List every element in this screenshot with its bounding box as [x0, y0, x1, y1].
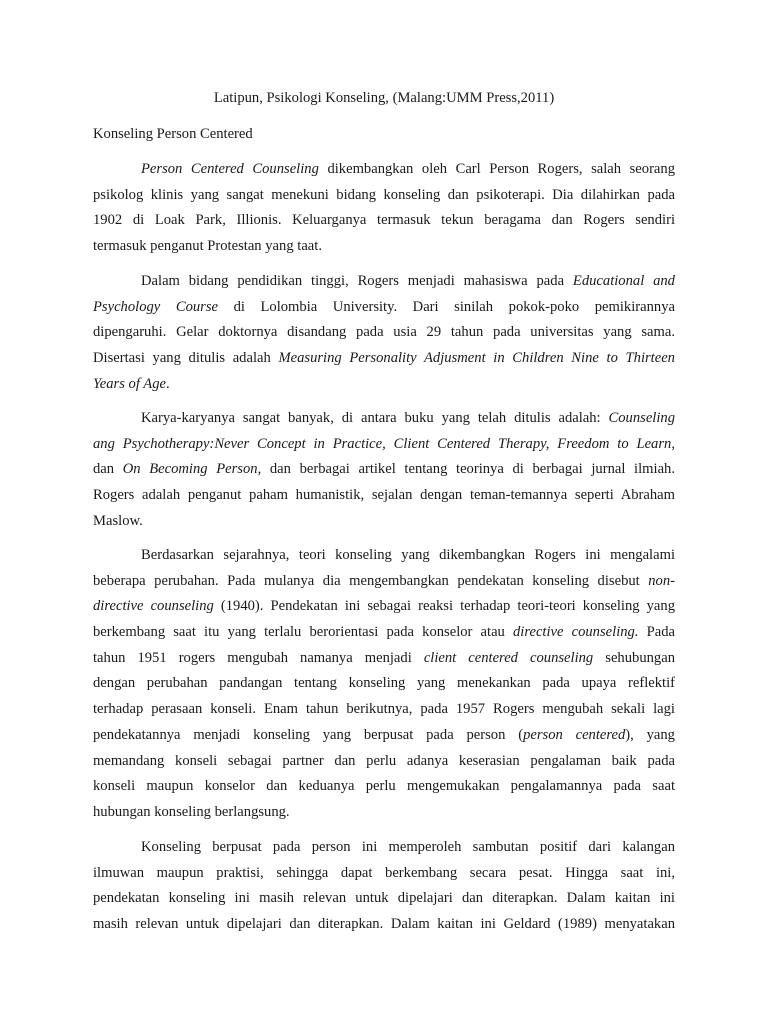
text-run: tahun 1951 rogers mengubah namanya menjadi — [93, 649, 424, 666]
paragraph-line — [93, 646, 675, 672]
paragraph-line — [93, 183, 675, 209]
paragraph-line — [93, 774, 675, 800]
paragraph-line — [93, 269, 675, 295]
text-run: , — [671, 435, 675, 452]
text-run: Disertasi yang ditulis adalah — [93, 350, 279, 367]
text-run: dipengaruhi. Gelar doktornya disandang pada usia 29 tahun pada universitas yang sama. — [93, 324, 675, 341]
paragraph-line — [93, 861, 675, 887]
text-run: beberapa perubahan. Pada mulanya dia mengembangkan pendekatan konseling disebut — [93, 572, 649, 589]
paragraph-line — [93, 671, 675, 697]
italic-text: On Becoming Person — [122, 461, 258, 478]
text-run: Berdasarkan sejarahnya, teori konseling yang dikembangkan Rogers ini mengalami — [141, 547, 675, 563]
italic-text: client centered counseling — [423, 649, 594, 666]
paragraph-line — [93, 234, 675, 260]
paragraph-line — [93, 886, 675, 912]
paragraph-line — [93, 346, 675, 372]
paragraph-line — [93, 912, 675, 938]
italic-text: Years of Age — [93, 375, 166, 392]
text-run: , dan berbagai artikel tentang teorinya di berbagai jurnal ilmiah. — [257, 461, 675, 478]
paragraph-line — [93, 432, 675, 458]
text-run: memandang konseli sebagai partner dan perlu adanya keserasian pengalaman baik pada — [93, 752, 675, 769]
paragraph-line — [93, 620, 675, 646]
text-run: masih relevan untuk dipelajari dan diterapkan. Dalam kaitan ini Geldard (1989) menyatakan — [93, 916, 675, 933]
paragraph-line — [93, 295, 675, 321]
italic-text: Counseling — [608, 410, 675, 426]
text-run: di Lolombia University. Dari sinilah pokok-poko pemikirannya — [218, 298, 675, 315]
text-run: terhadap perasaan konseli. Enam tahun berikutnya, pada 1957 Rogers mengubah sekali lagi — [93, 701, 675, 718]
paragraph-line — [93, 509, 675, 535]
citation-line: Latipun, Psikologi Konseling, (Malang:UMM Press,2011) — [213, 90, 555, 106]
text-run: (1940). Pendekatan ini sebagai reaksi terhadap teori-teori konseling yang — [213, 598, 675, 615]
italic-text: Educational and — [572, 273, 675, 289]
paragraph-line — [93, 749, 675, 775]
paragraph-line — [93, 697, 675, 723]
italic-text: person centered — [523, 726, 626, 743]
text-run: termasuk penganut Protestan yang taat. — [93, 238, 322, 255]
paragraph-line — [93, 457, 675, 483]
text-run: konseli maupun konselor dan keduanya perlu mengemukakan pengalamannya pada saat — [93, 778, 675, 795]
section-heading: Konseling Person Centered — [93, 126, 253, 142]
text-run: Konseling berpusat pada person ini memperoleh sambutan positif dari kalangan — [141, 839, 675, 855]
text-run: Rogers adalah penganut paham humanistik, sejalan dengan teman-temannya seperti Abraham — [93, 487, 675, 504]
italic-text: ang Psychotherapy:Never Concept in Practice, Client Centered Therapy, Freedom to Learn — [93, 435, 672, 452]
paragraph — [93, 269, 675, 397]
paragraph-line — [93, 543, 675, 569]
italic-text: directive counseling — [93, 598, 214, 615]
text-run: 1902 di Loak Park, Illionis. Keluarganya termasuk tekun beragama dan Rogers sendiri — [93, 212, 675, 229]
paragraph-line — [93, 406, 675, 432]
text-run: pendekatannya menjadi konseling yang berpusat pada person ( — [93, 726, 524, 743]
text-run: psikolog klinis yang sangat menekuni bidang konseling dan psikoterapi. Dia dilahirkan pada — [93, 186, 675, 203]
text-run: Pada — [638, 624, 675, 641]
text-run: hubungan konseling berlangsung. — [93, 803, 290, 820]
text-run: Dalam bidang pendidikan tinggi, Rogers menjadi mahasiswa pada — [141, 273, 573, 289]
paragraph-line — [93, 372, 675, 398]
paragraph — [93, 157, 675, 260]
paragraph-line — [93, 723, 675, 749]
text-run: dikembangkan oleh Carl Person Rogers, salah seorang — [318, 161, 676, 177]
text-run: ilmuwan maupun praktisi, sehingga dapat berkembang secara pesat. Hingga saat ini, — [93, 864, 675, 881]
paragraph-line — [93, 320, 675, 346]
italic-text: directive counseling. — [512, 624, 639, 641]
text-run: pendekatan konseling ini masih relevan untuk dipelajari dan diterapkan. Dalam kaitan ini — [93, 890, 675, 907]
paragraph-line — [93, 569, 675, 595]
text-run: berkembang saat itu yang terlalu berorientasi pada konselor atau — [93, 624, 513, 641]
italic-text: Measuring Personality Adjusment in Children Nine to Thirteen — [278, 350, 675, 367]
paragraph-line — [93, 483, 675, 509]
text-run: . — [165, 375, 170, 392]
text-run: dengan perubahan pandangan tentang konseling yang menekankan pada upaya reflektif — [93, 675, 675, 692]
text-run: Karya-karyanya sangat banyak, di antara buku yang telah ditulis adalah: — [141, 410, 609, 426]
paragraph-line — [93, 157, 675, 183]
paragraph-line — [93, 800, 675, 826]
italic-text: non- — [648, 572, 675, 589]
paragraph — [93, 406, 675, 534]
italic-text: Psychology Course — [93, 298, 218, 315]
text-run: sehubungan — [593, 649, 675, 666]
paragraph — [93, 543, 675, 826]
italic-text: Person Centered Counseling — [141, 161, 319, 177]
text-run: Maslow. — [93, 512, 143, 529]
paragraph — [93, 835, 675, 938]
text-run: dan — [93, 461, 123, 478]
paragraph-line — [93, 835, 675, 861]
paragraph-line — [93, 594, 675, 620]
paragraph-line — [93, 208, 675, 234]
text-run: ), yang — [625, 726, 675, 743]
